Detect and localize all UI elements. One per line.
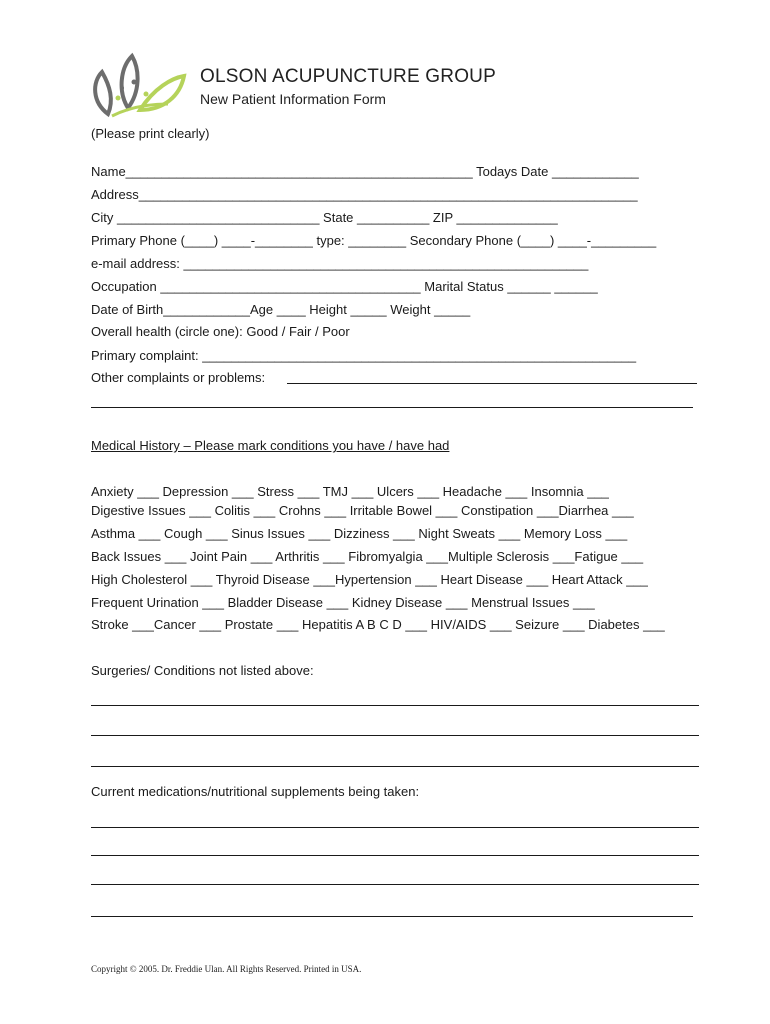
name-field[interactable]: Name________________________________________________ Todays Date ____________ <box>91 164 639 179</box>
phone-field[interactable]: Primary Phone (____) ____-________ type: ________ Secondary Phone (____) ____-_________ <box>91 233 657 248</box>
surgeries-label: Surgeries/ Conditions not listed above: <box>91 663 314 678</box>
surgeries-line-2[interactable] <box>91 735 699 736</box>
address-field[interactable]: Address_____________________________________________________________________ <box>91 187 638 202</box>
overall-health[interactable]: Overall health (circle one): Good / Fair / Poor <box>91 324 350 339</box>
other-complaints-line-1[interactable] <box>287 383 697 384</box>
medical-history-heading: Medical History – Please mark conditions you have / have had <box>91 438 450 453</box>
medications-line-3[interactable] <box>91 884 699 885</box>
form-subtitle: New Patient Information Form <box>200 91 386 107</box>
lotus-logo <box>88 52 188 122</box>
condition-row-4[interactable]: Back Issues ___ Joint Pain ___ Arthritis ___ Fibromyalgia ___Multiple Sclerosis ___Fatigue ___ <box>91 549 644 564</box>
condition-row-6[interactable]: Frequent Urination ___ Bladder Disease ___ Kidney Disease ___ Menstrual Issues ___ <box>91 595 595 610</box>
other-complaints-label: Other complaints or problems: <box>91 370 266 385</box>
city-state-zip-field[interactable]: City ____________________________ State __________ ZIP ______________ <box>91 210 558 225</box>
medications-label: Current medications/nutritional supplements being taken: <box>91 784 420 799</box>
condition-row-5[interactable]: High Cholesterol ___ Thyroid Disease ___Hypertension ___ Heart Disease ___ Heart Attack ___ <box>91 572 648 587</box>
condition-row-1[interactable]: Anxiety ___ Depression ___ Stress ___ TMJ ___ Ulcers ___ Headache ___ Insomnia ___ <box>91 484 609 499</box>
condition-row-2[interactable]: Digestive Issues ___ Colitis ___ Crohns ___ Irritable Bowel ___ Constipation ___Diarrhea ___ <box>91 503 634 518</box>
instructions: (Please print clearly) <box>91 126 210 141</box>
medications-line-1[interactable] <box>91 827 699 828</box>
occupation-field[interactable]: Occupation ____________________________________ Marital Status ______ ______ <box>91 279 598 294</box>
other-complaints-line-2[interactable] <box>91 407 693 408</box>
medications-line-4[interactable] <box>91 916 693 917</box>
primary-complaint-field[interactable]: Primary complaint: ____________________________________________________________ <box>91 348 637 363</box>
condition-row-3[interactable]: Asthma ___ Cough ___ Sinus Issues ___ Dizziness ___ Night Sweats ___ Memory Loss ___ <box>91 526 628 541</box>
email-field[interactable]: e-mail address: ________________________________________________________ <box>91 256 589 271</box>
condition-row-7[interactable]: Stroke ___Cancer ___ Prostate ___ Hepatitis A B C D ___ HIV/AIDS ___ Seizure ___ Diabetes ___ <box>91 617 665 632</box>
copyright-footer: Copyright © 2005. Dr. Freddie Ulan. All Rights Reserved. Printed in USA. <box>91 964 362 974</box>
medications-line-2[interactable] <box>91 855 699 856</box>
organization-title: OLSON ACUPUNCTURE GROUP <box>200 66 496 87</box>
dob-field[interactable]: Date of Birth____________Age ____ Height _____ Weight _____ <box>91 302 471 317</box>
surgeries-line-3[interactable] <box>91 766 699 767</box>
surgeries-line-1[interactable] <box>91 705 699 706</box>
